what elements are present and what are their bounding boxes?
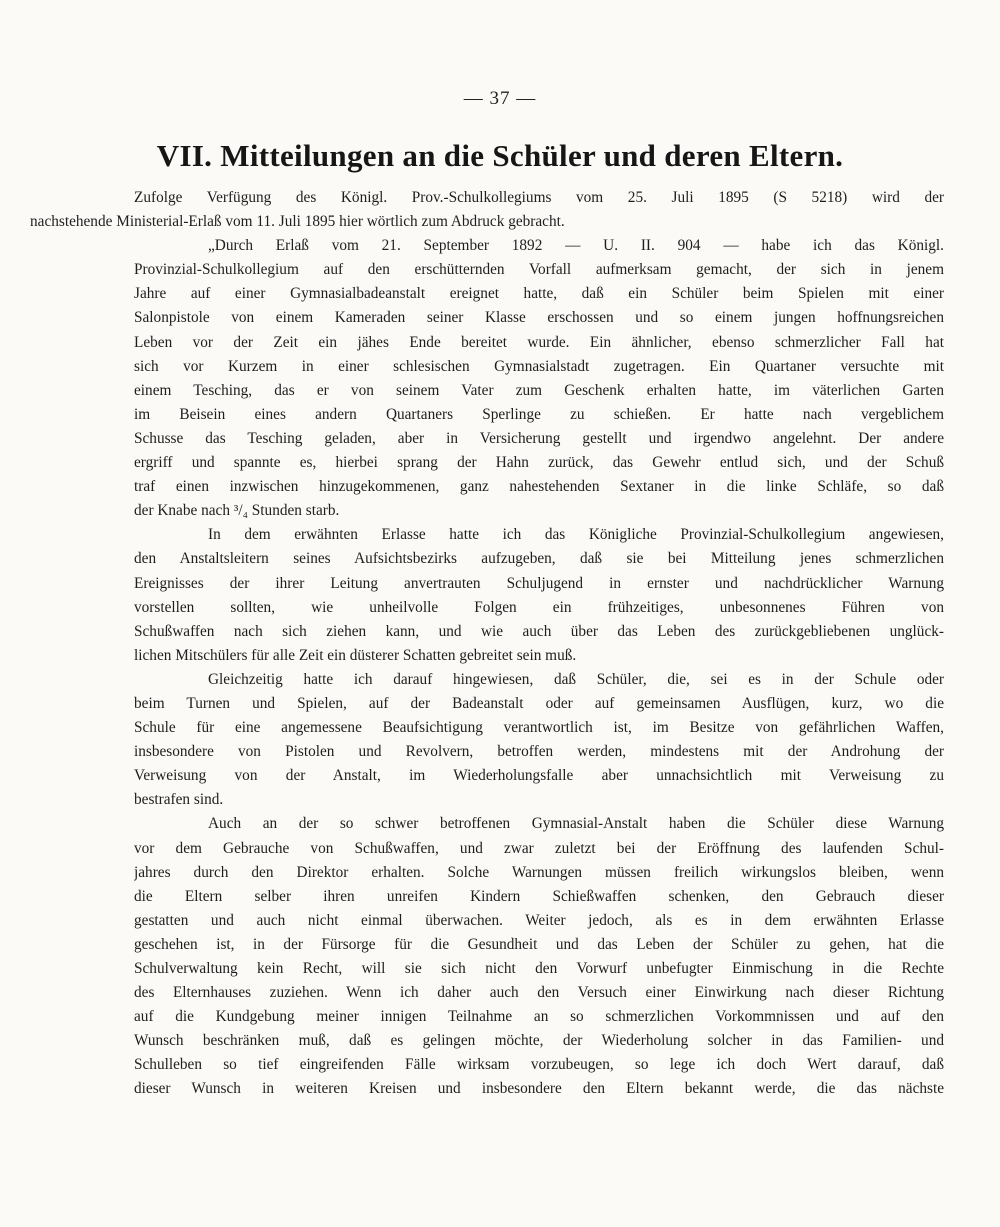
text-line: die Eltern selber ihren unreifen Kindern Schießwaffen schenken, den Gebrauch dieser — [134, 887, 944, 905]
text-line: Schulverwaltung kein Recht, will sie sich nicht den Vorwurf unbefugter Einmischung in die Rechte — [134, 960, 944, 977]
text-line: sich vor Kurzem in einer schlesischen Gymnasialstadt zugetragen. Ein Quartaner versuchte mit — [134, 357, 944, 375]
text-line: traf einen inzwischen hinzugekommenen, ganz nahestehenden Sextaner in die linke Schläfe, so daß — [134, 478, 944, 496]
text-line: geschehen ist, in der Fürsorge für die Gesundheit und das Leben der Schüler zu gehen, hat die — [134, 935, 944, 953]
text-line: vorstellen sollten, wie unheilvolle Folgen ein frühzeitiges, unbesonnenes Führen von — [134, 598, 944, 616]
text-line: Schulleben so tief eingreifenden Fälle wirksam vorzubeugen, so lege ich doch Wert darauf, daß — [134, 1056, 944, 1074]
text-line: Jahre auf einer Gymnasialbadeanstalt ereignet hatte, daß ein Schüler beim Spielen mit einer — [134, 285, 944, 303]
section-heading: VII. Mitteilungen an die Schüler und deren Eltern. — [156, 138, 844, 173]
text-line: den Anstaltsleitern seines Aufsichtsbezirks aufzugeben, daß sie bei Mitteilung jenes schmerzlichen — [134, 550, 944, 568]
text-line: Schußwaffen nach sich ziehen kann, und wie auch über das Leben des zurückgebliebenen unglück- — [134, 622, 944, 640]
text-line: beim Turnen und Spielen, auf der Badeanstalt oder auf gemeinsamen Ausflügen, kurz, wo die — [134, 694, 944, 712]
text-line: im Beisein eines andern Quartaners Sperlinge zu schießen. Er hatte nach vergeblichem — [134, 405, 944, 423]
text-line: insbesondere von Pistolen und Revolvern, betroffen werden, mindestens mit der Androhung der — [134, 743, 944, 761]
text-line: Auch an der so schwer betroffenen Gymnasial-Anstalt haben die Schüler diese Warnung — [208, 815, 944, 833]
text-line: Gleichzeitig hatte ich darauf hingewiesen, daß Schüler, die, sei es in der Schule oder — [208, 670, 944, 688]
text-line: Zufolge Verfügung des Königl. Prov.-Schulkollegiums vom 25. Juli 1895 (S 5218) wird der — [134, 189, 944, 206]
body-text — [30, 186, 944, 1102]
page-number: — 37 — — [463, 88, 537, 109]
text-line: Ereignisses der ihrer Leitung anvertrauten Schuljugend in ernster und nachdrücklicher Warnung — [134, 574, 944, 592]
text-line: vor dem Gebrauche von Schußwaffen, und zwar zuletzt bei der Eröffnung des laufenden Schul- — [134, 839, 944, 857]
text-line: ergriff und spannte es, hierbei sprang der Hahn zurück, das Gewehr entlud sich, und der Schuß — [134, 454, 944, 472]
text-line: lichen Mitschülers für alle Zeit ein düsterer Schatten gebreitet sein muß. — [134, 646, 577, 664]
text-line: des Elternhauses zuziehen. Wenn ich daher auch den Versuch einer Einwirkung nach dieser Richtung — [134, 984, 944, 1002]
text-line: Verweisung von der Anstalt, im Wiederholungsfalle aber unnachsichtlich mit Verweisung zu — [134, 767, 944, 785]
text-line: einem Tesching, das er von seinem Vater zum Geschenk erhalten hatte, im väterlichen Garten — [134, 381, 944, 399]
text-line: Schule für eine angemessene Beaufsichtigung verantwortlich ist, im Besitze von gefährlichen Waffen, — [134, 719, 944, 737]
text-line: Leben vor der Zeit ein jähes Ende bereitet wurde. Ein ähnlicher, ebenso schmerzlicher Fall hat — [134, 333, 944, 351]
text-line: auf die Kundgebung meiner innigen Teilnahme an so schmerzlichen Vorkommnissen und auf den — [134, 1008, 944, 1026]
text-line: gestatten und auch nicht einmal überwachen. Weiter jedoch, als es in dem erwähnten Erlasse — [134, 911, 944, 929]
text-line: der Knabe nach ³/₄ Stunden starb. — [134, 502, 340, 520]
text-line: nachstehende Ministerial-Erlaß vom 11. Juli 1895 hier wörtlich zum Abdruck gebracht. — [30, 213, 565, 231]
text-line: bestrafen sind. — [134, 791, 224, 809]
text-line: In dem erwähnten Erlasse hatte ich das Königliche Provinzial-Schulkollegium angewiesen, — [208, 526, 944, 544]
text-line: Salonpistole von einem Kameraden seiner Klasse erschossen und so einem jungen hoffnungsreichen — [134, 309, 944, 327]
text-line: Schusse das Tesching geladen, aber in Versicherung gestellt und irgendwo angelehnt. Der andere — [134, 429, 944, 447]
text-line: dieser Wunsch in weiteren Kreisen und insbesondere den Eltern bekannt werde, die das nächste — [134, 1080, 944, 1098]
text-line: jahres durch den Direktor erhalten. Solche Warnungen müssen freilich wirkungslos bleiben, wenn — [134, 863, 944, 881]
text-line: Provinzial-Schulkollegium auf den erschütternden Vorfall aufmerksam gemacht, der sich in jenem — [134, 261, 944, 279]
text-line: Wunsch beschränken muß, daß es gelingen möchte, der Wiederholung solcher in das Familien- und — [134, 1032, 944, 1050]
text-line: „Durch Erlaß vom 21. September 1892 — U. II. 904 — habe ich das Königl. — [208, 237, 944, 255]
